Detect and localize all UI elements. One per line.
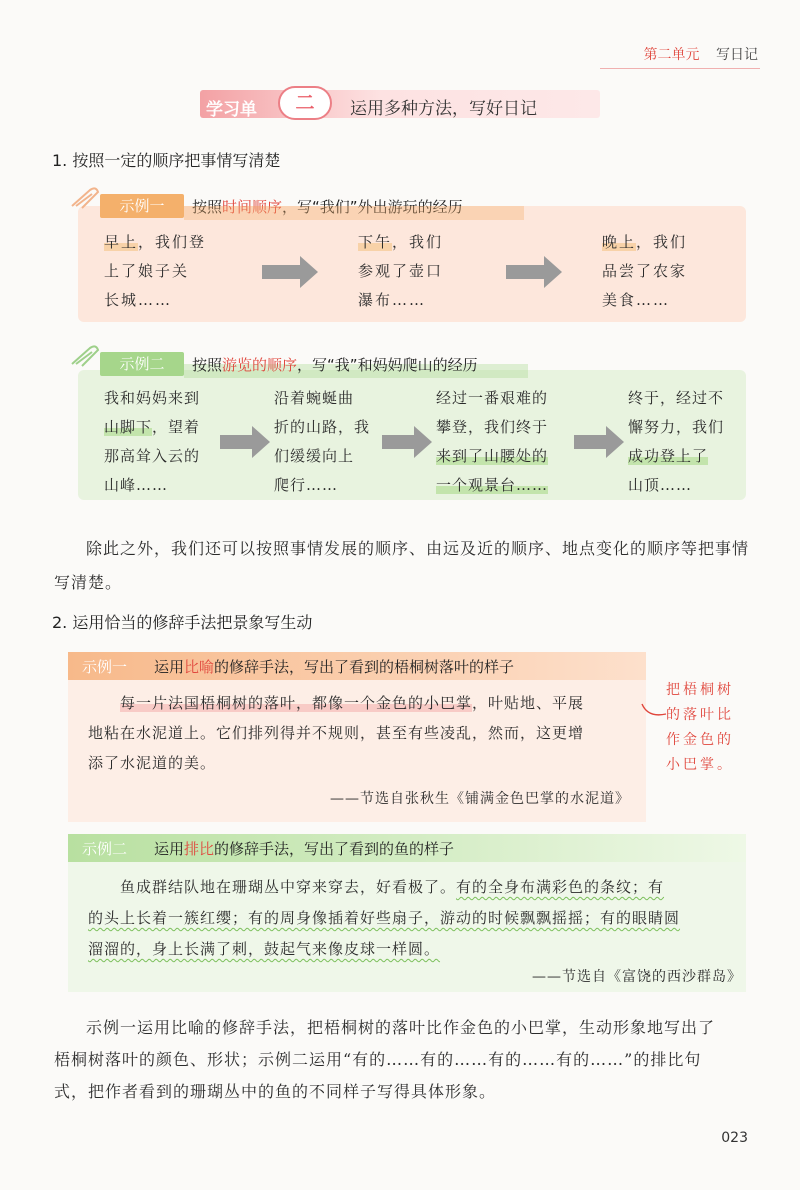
rhetoric-example2-tag: 示例二 [82, 840, 128, 858]
example1-desc-pre: 按照 [192, 198, 223, 216]
rhetoric-example1-tag: 示例一 [82, 658, 128, 676]
cell-text: 参观了壶口 [358, 262, 444, 280]
cell-text: ，我们 [636, 233, 688, 251]
cell-text: 们缓缓向上 [274, 447, 355, 465]
time-cell-morning [104, 228, 206, 315]
cell-text: 经过一番艰难的 [436, 389, 549, 407]
header-rule [600, 68, 760, 69]
running-header [644, 44, 758, 64]
banner-title: 运用多种方法，写好日记 [350, 99, 537, 119]
example2-desc-pre: 按照 [192, 356, 223, 374]
section1-summary: 除此之外，我们还可以按照事情发展的顺序、由远及近的顺序、地点变化的顺序等把事情写清楚。 [54, 539, 750, 592]
arrow-icon [262, 256, 318, 288]
cell-text: 那高耸入云的 [104, 447, 201, 465]
example1-desc-post: ，写“我们”外出游玩的经历 [282, 198, 463, 216]
example2-desc-key: 游览的顺序 [222, 356, 298, 374]
header-unit: 第二单元 [643, 47, 700, 63]
text-run: 鱼成群结队地在珊瑚丛中穿来穿去，好看极了。 [120, 878, 457, 896]
section1-heading: 1. 按照一定的顺序把事情写清楚 [52, 151, 281, 170]
rhetoric-example1-desc-pre: 运用 [154, 658, 185, 676]
arrow-icon [220, 426, 270, 458]
cell-text: 折的山路，我 [274, 418, 371, 436]
rhetoric-example1-text [88, 688, 638, 778]
tour-cell-top [628, 384, 724, 500]
text-run: 地粘在水泥道上。它们排列得并不规则，甚至有些凌乱，然而，这更增 [88, 724, 585, 742]
summary-line: 梧桐树落叶的颜色、形状；示例二运用“有的……有的……有的……有的……”的排比句 [54, 1050, 702, 1069]
banner-number-badge [278, 86, 332, 120]
margin-note-line: 把梧桐树 [666, 682, 734, 698]
page-number: 023 [721, 1130, 748, 1146]
example2-tag [100, 352, 184, 376]
summary-line: 式，把作者看到的珊瑚丛中的鱼的不同样子写得具体形象。 [54, 1082, 497, 1101]
rhetoric-example2-desc-post: 的修辞手法，写出了看到的鱼的样子 [214, 840, 455, 858]
rhetoric-example1-desc-key: 比喻 [184, 658, 215, 676]
cell-text: 爬行…… [274, 476, 339, 494]
example1-desc-bar [184, 206, 524, 220]
tour-cell-path [274, 384, 370, 500]
text-run: 添了水泥道的美。 [88, 754, 217, 772]
cell-text: 攀登，我们终于 [436, 418, 549, 436]
cell-text: 长城…… [104, 291, 173, 309]
tour-key: 一个观景台…… [436, 476, 549, 494]
parallelism-run: 溜溜的，身上长满了刺，鼓起气来像皮球一样圆。 [88, 940, 441, 958]
time-key: 晚上 [602, 233, 637, 251]
rhetoric-example2-source: ——节选自《富饶的西沙群岛》 [532, 969, 742, 985]
section2-heading: 2. 运用恰当的修辞手法把景象写生动 [52, 613, 313, 632]
rhetoric-example2-desc-pre: 运用 [154, 840, 185, 858]
clip-icon [68, 186, 102, 210]
summary-line: 示例一运用比喻的修辞手法，把梧桐树的落叶比作金色的小巴掌，生动形象地写出了 [86, 1018, 716, 1037]
cell-text: 美食…… [602, 291, 671, 309]
cell-text: 我和妈妈来到 [104, 389, 201, 407]
tour-cell-foot [104, 384, 200, 500]
banner-label: 学习单 [206, 100, 257, 120]
cell-text: 瀑布…… [358, 291, 427, 309]
cell-text: ，我们 [392, 233, 444, 251]
parallelism-run: 的头上长着一簇红缨；有的周身像插着好些扇子，游动的时候飘飘摇摇；有的眼睛圆 [88, 909, 681, 927]
time-cell-evening [602, 228, 687, 315]
arrow-icon [382, 426, 432, 458]
rhetoric-example1-desc-post: 的修辞手法，写出了看到的梧桐树落叶的样子 [214, 658, 515, 676]
section2-summary [54, 1012, 754, 1108]
cell-text: 上了娘子关 [104, 262, 190, 280]
example2-desc-post: ，写“我”和妈妈爬山的经历 [297, 356, 478, 374]
banner-number: 二 [295, 92, 315, 114]
cell-text: ，我们登 [138, 233, 207, 251]
tour-key: 山脚下 [104, 418, 153, 436]
margin-note [666, 678, 734, 778]
cell-text: ，望着 [152, 418, 201, 436]
example1-tag-label: 示例一 [119, 197, 165, 215]
time-key: 下午 [358, 233, 393, 251]
text-run: ，叶贴地、平展 [472, 694, 585, 712]
header-topic: 写日记 [716, 47, 758, 63]
cell-text: 终于，经过不 [628, 389, 725, 407]
cell-text: 品尝了农家 [602, 262, 688, 280]
cell-text: 山顶…… [628, 476, 693, 494]
rhetoric-example2-text [88, 872, 738, 965]
example2-desc [192, 354, 478, 375]
arrow-icon [574, 426, 624, 458]
cell-text: 懈努力，我们 [628, 418, 725, 436]
margin-note-line: 的落叶比 [666, 707, 734, 723]
cell-text: 山峰…… [104, 476, 169, 494]
time-cell-afternoon [358, 228, 443, 315]
arrow-icon [506, 256, 562, 288]
tour-cell-mid [436, 384, 548, 500]
clip-icon [68, 344, 102, 368]
rhetoric-example2-desc [154, 838, 454, 859]
tour-key: 成功登上了 [628, 447, 709, 465]
margin-note-line: 作金色的 [666, 732, 734, 748]
margin-note-line: 小巴掌。 [666, 757, 734, 773]
parallelism-run: 有的全身布满彩色的条纹；有 [456, 878, 665, 896]
study-sheet-banner [200, 86, 600, 122]
rhetoric-example1-source: ——节选自张秋生《铺满金色巴掌的水泥道》 [330, 791, 630, 807]
simile-sentence: 每一片法国梧桐树的落叶，都像一个金色的小巴掌 [120, 694, 473, 712]
example1-desc-key: 时间顺序 [222, 198, 283, 216]
rhetoric-example2-desc-key: 排比 [184, 840, 215, 858]
cell-text: 沿着蜿蜒曲 [274, 389, 355, 407]
example1-tag [100, 194, 184, 218]
tour-key: 来到了山腰处的 [436, 447, 549, 465]
time-key: 早上 [104, 233, 139, 251]
rhetoric-example1-desc [154, 656, 514, 677]
example2-tag-label: 示例二 [119, 355, 165, 373]
